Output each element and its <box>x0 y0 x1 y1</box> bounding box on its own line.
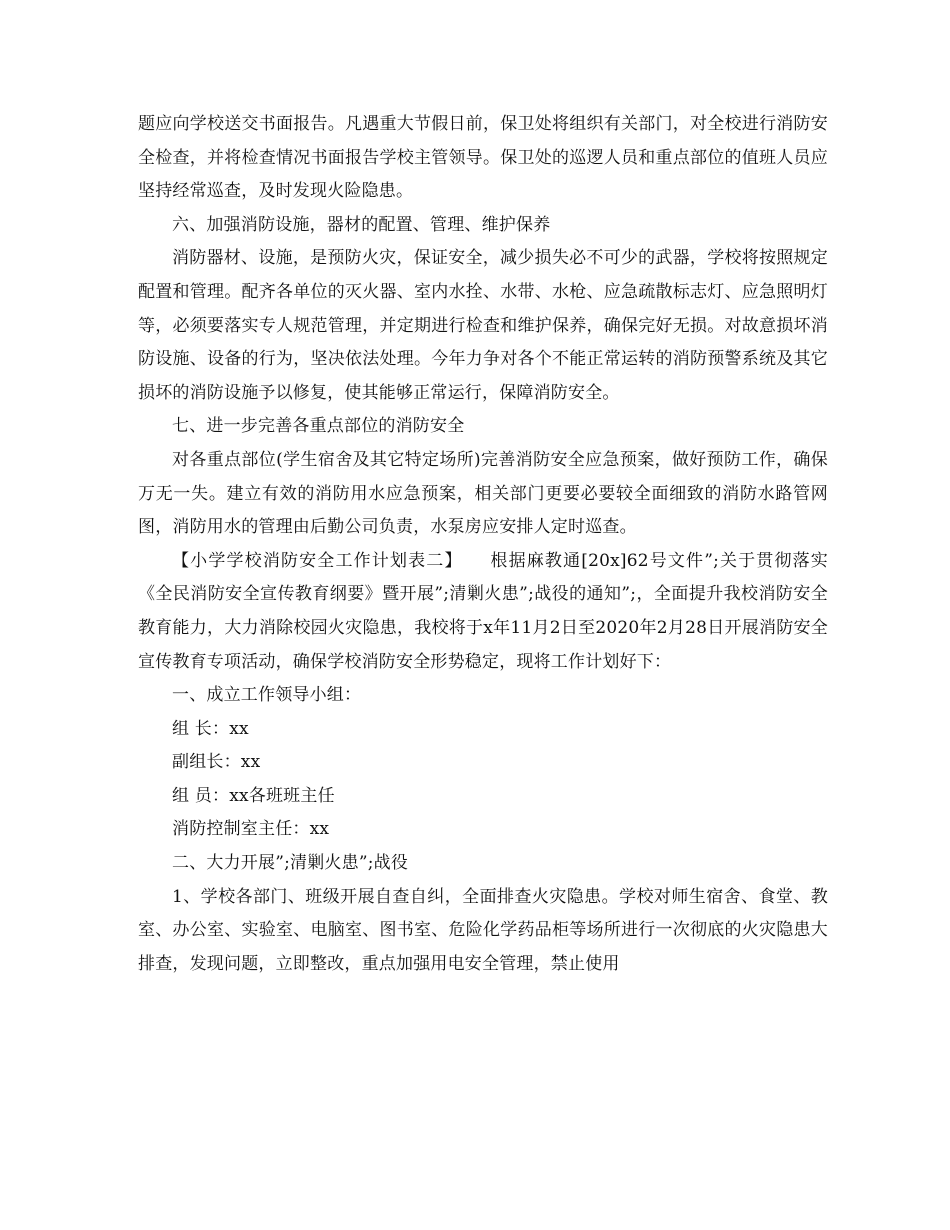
paragraph-equipment: 消防器材、设施，是预防火灾，保证安全，减少损失必不可少的武器，学校将按照规定配置和管理。配齐各单位的灭火器、室内水拴、水带、水枪、应急疏散标志灯、应急照明灯等，必须要落实专人规范管理，并定期进行检查和维护保养，确保完好无损。对故意损坏消防设施、设备的行为，坚决依法处理。今年力争对各个不能正常运转的消防预警系统及其它损坏的消防设施予以修复，使其能够正常运行，保障消防安全。 <box>138 248 828 403</box>
section-heading-one: 一、成立工作领导小组： <box>172 685 362 706</box>
paragraph-self-inspection: 1、学校各部门、班级开展自查自纠，全面排查火灾隐患。学校对师生宿舍、食堂、教室、办公室、实验室、电脑室、图书室、危险化学药品柜等场所进行一次彻底的火灾隐患大排查，发现问题，立即整改，重点加强用电安全管理，禁止使用 <box>138 886 828 974</box>
paragraph-key-areas: 对各重点部位(学生宿舍及其它特定场所)完善消防安全应急预案，做好预防工作，确保万无一失。建立有效的消防用水应急预案，相关部门更要必要较全面细致的消防水路管网图，消防用水的管理由后勤公司负责，水泵房应安排人定时巡查。 <box>138 449 828 538</box>
control-room-director-line: 消防控制室主任：xx <box>172 819 330 840</box>
document-body <box>138 108 828 981</box>
paragraph-plan-two: 【小学学校消防安全工作计划表二】 根据麻教通[20x]62号文件”;关于贯彻落实《全民消防安全宣传教育纲要》暨开展”;清剿火患”;战役的通知”;，全面提升我校消防安全教育能力，大力消除校园火灾隐患，我校将于x年11月2日至2020年2月28日开展消防安全宣传教育专项活动，确保学校消防安全形势稳定，现将工作计划好下： <box>138 550 828 672</box>
deputy-leader-line: 副组长：xx <box>172 752 261 773</box>
section-heading-two: 二、大力开展”;清剿火患”;战役 <box>172 853 409 874</box>
section-heading-six: 六、加强消防设施，器材的配置、管理、维护保养 <box>172 214 551 235</box>
team-leader-line: 组 长：xx <box>172 718 249 739</box>
paragraph-report: 题应向学校送交书面报告。凡遇重大节假日前，保卫处将组织有关部门，对全校进行消防安全检查，并将检查情况书面报告学校主管领导。保卫处的巡逻人员和重点部位的值班人员应坚持经常巡查，及时发现火险隐患。 <box>138 114 828 202</box>
team-members-line: 组 员：xx各班班主任 <box>172 785 335 806</box>
section-heading-seven: 七、进一步完善各重点部位的消防安全 <box>172 416 465 437</box>
